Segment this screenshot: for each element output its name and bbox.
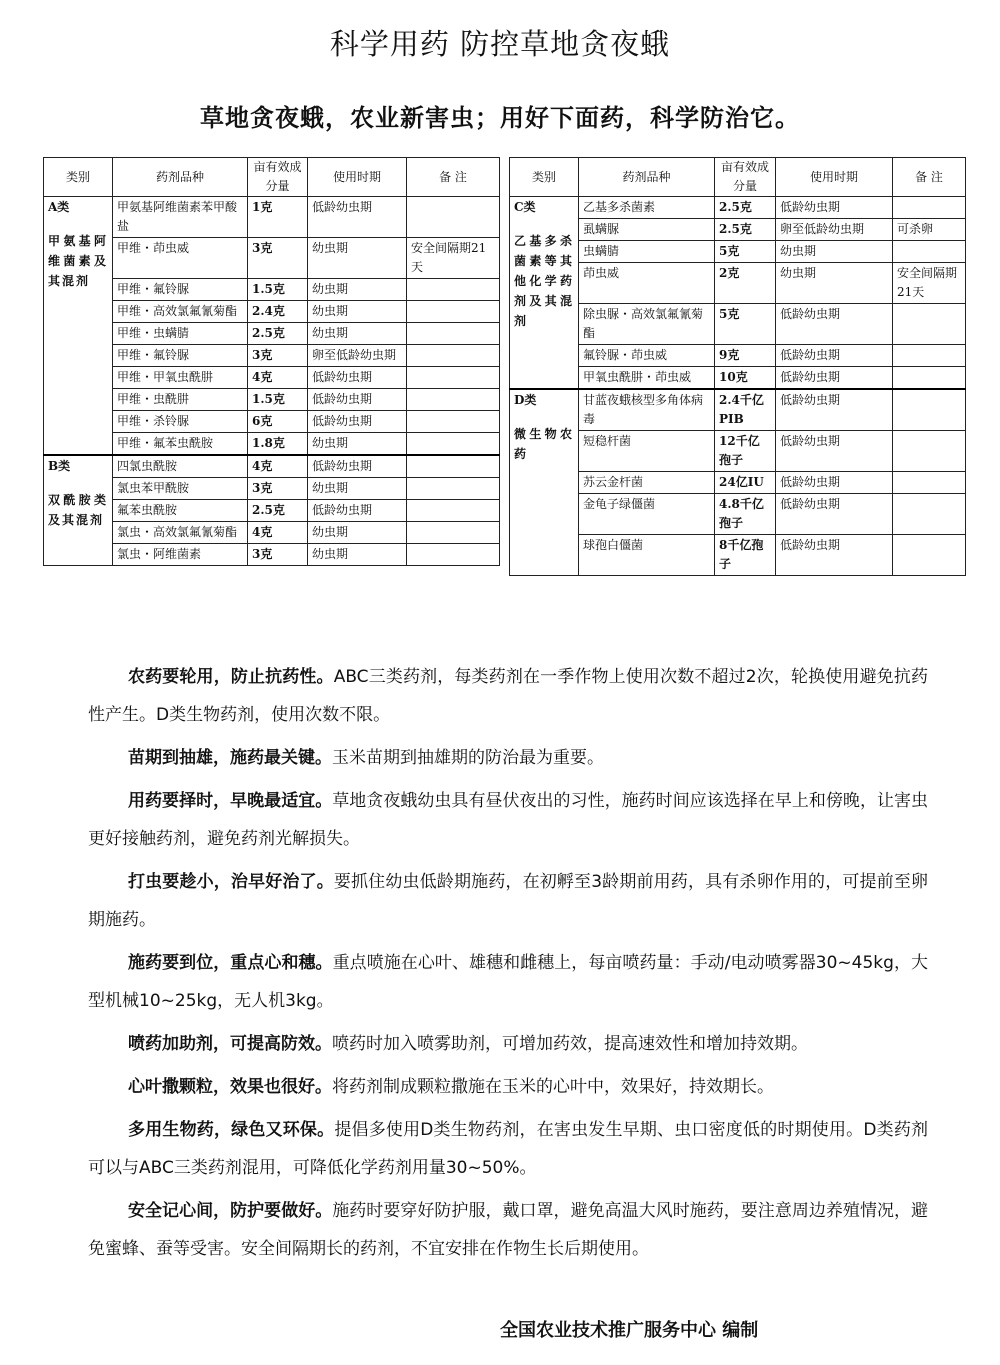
guidance-paragraph xyxy=(88,1111,928,1187)
note-cell xyxy=(893,345,966,367)
table-row xyxy=(44,279,500,301)
category-cell xyxy=(510,389,579,576)
variety-cell: 氟苯虫酰胺 xyxy=(113,500,248,522)
period-cell: 低龄幼虫期 xyxy=(308,455,407,478)
variety-cell: 苏云金杆菌 xyxy=(579,472,715,494)
table-row xyxy=(44,500,500,522)
category-cell xyxy=(44,455,113,566)
amount-cell: 2.4克 xyxy=(248,301,308,323)
table-row xyxy=(510,535,966,576)
note-cell xyxy=(893,367,966,390)
amount-cell: 1.5克 xyxy=(248,279,308,301)
period-cell: 幼虫期 xyxy=(308,238,407,279)
pesticide-table-right xyxy=(509,157,966,576)
amount-cell: 12千亿孢子 xyxy=(715,431,776,472)
note-cell xyxy=(407,301,500,323)
note-cell xyxy=(407,389,500,411)
header-period: 使用时期 xyxy=(308,158,407,197)
amount-cell: 6克 xyxy=(248,411,308,433)
note-cell xyxy=(407,367,500,389)
note-cell xyxy=(893,389,966,431)
table-row xyxy=(44,389,500,411)
amount-cell: 3克 xyxy=(248,544,308,566)
note-cell xyxy=(893,304,966,345)
period-cell: 低龄幼虫期 xyxy=(776,535,893,576)
period-cell: 低龄幼虫期 xyxy=(776,494,893,535)
variety-cell: 球孢白僵菌 xyxy=(579,535,715,576)
period-cell: 低龄幼虫期 xyxy=(308,389,407,411)
note-cell xyxy=(407,197,500,238)
variety-cell: 短稳杆菌 xyxy=(579,431,715,472)
guidance-paragraph xyxy=(88,1068,928,1106)
variety-cell: 甲维・茚虫威 xyxy=(113,238,248,279)
variety-cell: 甲氧虫酰肼・茚虫威 xyxy=(579,367,715,390)
period-cell: 低龄幼虫期 xyxy=(776,345,893,367)
header-period: 使用时期 xyxy=(776,158,893,197)
category-description: 双酰胺类及其混剂 xyxy=(48,493,108,527)
category-name: C类 xyxy=(514,200,536,214)
variety-cell: 除虫脲・高效氯氟氰菊酯 xyxy=(579,304,715,345)
period-cell: 幼虫期 xyxy=(776,263,893,304)
paragraph-body: 重点喷施在心叶、雄穗和雌穗上，每亩喷药量：手动/电动喷雾器30~45kg，大型机械10~25kg，无人机3kg。 xyxy=(88,953,928,1011)
amount-cell: 2克 xyxy=(715,263,776,304)
note-cell: 安全间隔期21天 xyxy=(893,263,966,304)
guidance-paragraphs xyxy=(88,658,928,1273)
table-header-row xyxy=(510,158,966,197)
paragraph-lead: 农药要轮用，防止抗药性。 xyxy=(128,667,334,687)
amount-cell: 1.5克 xyxy=(248,389,308,411)
note-cell xyxy=(893,494,966,535)
guidance-paragraph xyxy=(88,658,928,734)
period-cell: 幼虫期 xyxy=(308,279,407,301)
amount-cell: 9克 xyxy=(715,345,776,367)
table-row xyxy=(44,455,500,478)
period-cell: 幼虫期 xyxy=(308,544,407,566)
variety-cell: 氯虫苯甲酰胺 xyxy=(113,478,248,500)
paragraph-lead: 施药要到位，重点心和穗。 xyxy=(128,953,333,973)
guidance-paragraph xyxy=(88,739,928,777)
header-amount: 亩有效成分量 xyxy=(715,158,776,197)
header-amount: 亩有效成分量 xyxy=(248,158,308,197)
category-description: 微生物农药 xyxy=(514,427,574,461)
amount-cell: 4克 xyxy=(248,367,308,389)
variety-cell: 甲维・虫酰肼 xyxy=(113,389,248,411)
variety-cell: 乙基多杀菌素 xyxy=(579,197,715,219)
period-cell: 卵至低龄幼虫期 xyxy=(308,345,407,367)
table-row xyxy=(510,304,966,345)
note-cell xyxy=(893,241,966,263)
publisher-credit: 全国农业技术推广服务中心 编制 xyxy=(500,1320,759,1341)
note-cell xyxy=(407,433,500,456)
note-cell xyxy=(407,345,500,367)
period-cell: 低龄幼虫期 xyxy=(776,367,893,390)
header-variety: 药剂品种 xyxy=(113,158,248,197)
table-row xyxy=(510,472,966,494)
period-cell: 低龄幼虫期 xyxy=(776,197,893,219)
paragraph-body: ABC三类药剂，每类药剂在一季作物上使用次数不超过2次，轮换使用避免抗药性产生。D类生物药剂，使用次数不限。 xyxy=(88,667,928,725)
note-cell xyxy=(407,500,500,522)
header-note: 备 注 xyxy=(407,158,500,197)
paragraph-lead: 打虫要趁小，治早好治了。 xyxy=(128,872,334,892)
note-cell xyxy=(407,544,500,566)
table-row xyxy=(44,411,500,433)
pesticide-table-left xyxy=(43,157,500,566)
amount-cell: 4克 xyxy=(248,455,308,478)
table-row xyxy=(44,544,500,566)
variety-cell: 甲维・甲氧虫酰肼 xyxy=(113,367,248,389)
paragraph-body: 施药时要穿好防护服，戴口罩，避免高温大风时施药，要注意周边养殖情况，避免蜜蜂、蚕等受害。安全间隔期长的药剂，不宜安排在作物生长后期使用。 xyxy=(88,1201,929,1259)
note-cell xyxy=(407,411,500,433)
note-cell xyxy=(893,535,966,576)
variety-cell: 氯虫・高效氯氟氰菊酯 xyxy=(113,522,248,544)
table-row xyxy=(44,301,500,323)
guidance-paragraph xyxy=(88,782,928,858)
variety-cell: 金龟子绿僵菌 xyxy=(579,494,715,535)
header-category: 类别 xyxy=(44,158,113,197)
period-cell: 幼虫期 xyxy=(308,433,407,456)
paragraph-body: 将药剂制成颗粒撒施在玉米的心叶中，效果好，持效期长。 xyxy=(332,1077,774,1097)
table-row xyxy=(44,323,500,345)
amount-cell: 4.8千亿孢子 xyxy=(715,494,776,535)
table-row xyxy=(44,238,500,279)
variety-cell: 氯虫・阿维菌素 xyxy=(113,544,248,566)
period-cell: 低龄幼虫期 xyxy=(776,431,893,472)
period-cell: 幼虫期 xyxy=(308,478,407,500)
paragraph-lead: 安全记心间，防护要做好。 xyxy=(128,1201,333,1221)
amount-cell: 2.5克 xyxy=(248,500,308,522)
note-cell xyxy=(893,431,966,472)
table-row xyxy=(510,367,966,390)
period-cell: 低龄幼虫期 xyxy=(308,197,407,238)
amount-cell: 3克 xyxy=(248,478,308,500)
paragraph-body: 提倡多使用D类生物药剂，在害虫发生早期、虫口密度低的时期使用。D类药剂可以与ABC三类药剂混用，可降低化学药剂用量30~50%。 xyxy=(88,1120,929,1178)
table-row xyxy=(44,522,500,544)
variety-cell: 四氯虫酰胺 xyxy=(113,455,248,478)
table-row xyxy=(510,494,966,535)
variety-cell: 甲维・杀铃脲 xyxy=(113,411,248,433)
note-cell: 可杀卵 xyxy=(893,219,966,241)
amount-cell: 3克 xyxy=(248,345,308,367)
note-cell xyxy=(407,478,500,500)
paragraph-body: 要抓住幼虫低龄期施药，在初孵至3龄期前用药，具有杀卵作用的，可提前至卵期施药。 xyxy=(88,872,928,930)
variety-cell: 甲维・氟铃脲 xyxy=(113,279,248,301)
period-cell: 低龄幼虫期 xyxy=(308,411,407,433)
period-cell: 低龄幼虫期 xyxy=(776,472,893,494)
amount-cell: 2.5克 xyxy=(715,219,776,241)
amount-cell: 10克 xyxy=(715,367,776,390)
note-cell xyxy=(893,472,966,494)
guidance-paragraph xyxy=(88,1025,928,1063)
paragraph-body: 草地贪夜蛾幼虫具有昼伏夜出的习性，施药时间应该选择在早上和傍晚，让害虫更好接触药剂，避免药剂光解损失。 xyxy=(88,791,929,849)
table-header-row xyxy=(44,158,500,197)
amount-cell: 2.5克 xyxy=(248,323,308,345)
category-cell xyxy=(44,197,113,456)
amount-cell: 8千亿孢子 xyxy=(715,535,776,576)
table-row xyxy=(510,345,966,367)
amount-cell: 5克 xyxy=(715,241,776,263)
note-cell: 安全间隔期21天 xyxy=(407,238,500,279)
period-cell: 卵至低龄幼虫期 xyxy=(776,219,893,241)
period-cell: 低龄幼虫期 xyxy=(308,500,407,522)
table-row xyxy=(44,433,500,456)
amount-cell: 1.8克 xyxy=(248,433,308,456)
category-name: B类 xyxy=(48,459,71,473)
variety-cell: 甲维・氟铃脲 xyxy=(113,345,248,367)
paragraph-lead: 用药要择时，早晚最适宜。 xyxy=(128,791,333,811)
amount-cell: 3克 xyxy=(248,238,308,279)
period-cell: 幼虫期 xyxy=(308,301,407,323)
header-category: 类别 xyxy=(510,158,579,197)
header-note: 备 注 xyxy=(893,158,966,197)
note-cell xyxy=(407,455,500,478)
table-row xyxy=(44,478,500,500)
amount-cell: 4克 xyxy=(248,522,308,544)
guidance-paragraph xyxy=(88,863,928,939)
variety-cell: 甲维・高效氯氟氰菊酯 xyxy=(113,301,248,323)
variety-cell: 虱螨脲 xyxy=(579,219,715,241)
period-cell: 幼虫期 xyxy=(308,323,407,345)
period-cell: 低龄幼虫期 xyxy=(308,367,407,389)
page-title: 科学用药 防控草地贪夜蛾 xyxy=(329,27,671,61)
note-cell xyxy=(407,279,500,301)
note-cell xyxy=(893,197,966,219)
table-row xyxy=(510,219,966,241)
header-variety: 药剂品种 xyxy=(579,158,715,197)
guidance-paragraph xyxy=(88,944,928,1020)
table-row xyxy=(44,345,500,367)
note-cell xyxy=(407,522,500,544)
paragraph-lead: 喷药加助剂，可提高防效。 xyxy=(128,1034,332,1054)
amount-cell: 24亿IU xyxy=(715,472,776,494)
category-name: D类 xyxy=(514,393,537,407)
variety-cell: 茚虫威 xyxy=(579,263,715,304)
amount-cell: 2.5克 xyxy=(715,197,776,219)
variety-cell: 甲维・虫螨腈 xyxy=(113,323,248,345)
paragraph-body: 玉米苗期到抽雄期的防治最为重要。 xyxy=(332,748,604,768)
paragraph-lead: 多用生物药，绿色又环保。 xyxy=(128,1120,335,1140)
table-row xyxy=(510,431,966,472)
category-name: A类 xyxy=(48,200,70,214)
category-description: 甲氨基阿维菌素及其混剂 xyxy=(48,234,108,288)
paragraph-lead: 心叶撒颗粒，效果也很好。 xyxy=(128,1077,332,1097)
variety-cell: 甘蓝夜蛾核型多角体病毒 xyxy=(579,389,715,431)
table-row xyxy=(510,241,966,263)
table-row xyxy=(44,367,500,389)
paragraph-body: 喷药时加入喷雾助剂，可增加药效，提高速效性和增加持效期。 xyxy=(332,1034,808,1054)
page-subtitle: 草地贪夜蛾，农业新害虫；用好下面药，科学防治它。 xyxy=(200,104,800,132)
note-cell xyxy=(407,323,500,345)
period-cell: 低龄幼虫期 xyxy=(776,304,893,345)
table-row xyxy=(510,389,966,431)
amount-cell: 5克 xyxy=(715,304,776,345)
guidance-paragraph xyxy=(88,1192,928,1268)
amount-cell: 2.4千亿PIB xyxy=(715,389,776,431)
category-cell xyxy=(510,197,579,390)
variety-cell: 甲氨基阿维菌素苯甲酸盐 xyxy=(113,197,248,238)
table-row xyxy=(44,197,500,238)
category-description: 乙基多杀菌素等其他化学药剂及其混剂 xyxy=(514,234,574,328)
period-cell: 幼虫期 xyxy=(308,522,407,544)
period-cell: 幼虫期 xyxy=(776,241,893,263)
paragraph-lead: 苗期到抽雄，施药最关键。 xyxy=(128,748,332,768)
table-row xyxy=(510,263,966,304)
variety-cell: 氟铃脲・茚虫威 xyxy=(579,345,715,367)
table-row xyxy=(510,197,966,219)
period-cell: 低龄幼虫期 xyxy=(776,389,893,431)
variety-cell: 虫螨腈 xyxy=(579,241,715,263)
variety-cell: 甲维・氟苯虫酰胺 xyxy=(113,433,248,456)
amount-cell: 1克 xyxy=(248,197,308,238)
